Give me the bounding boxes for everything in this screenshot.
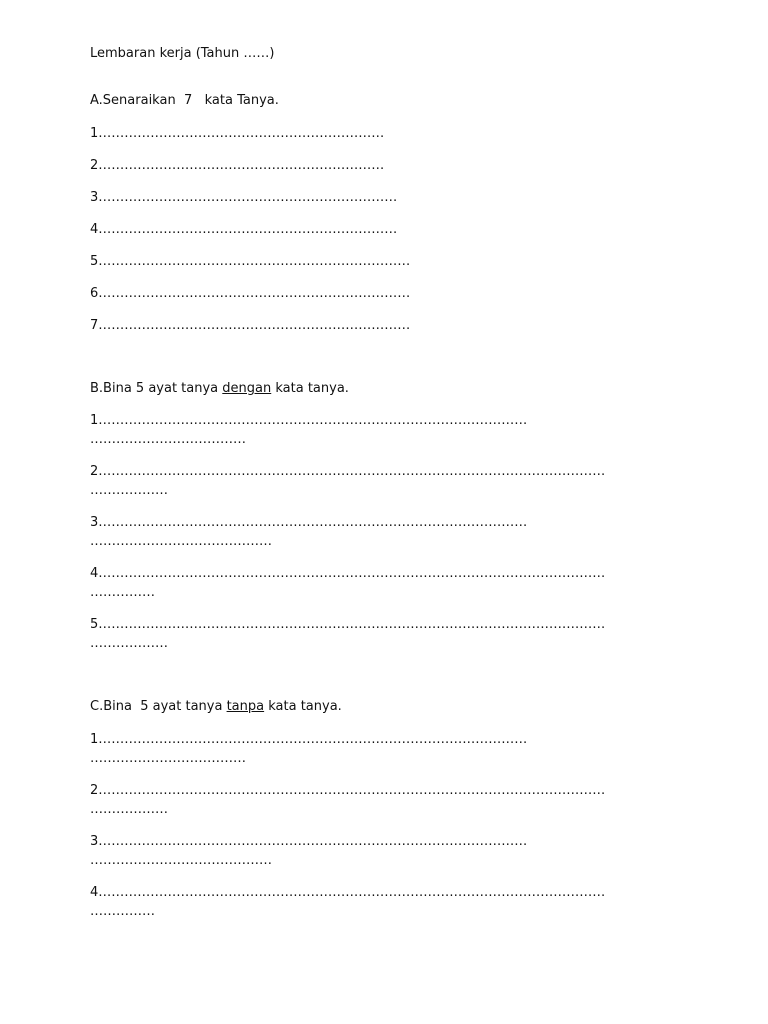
section-a-item-6: 6……………………………………………………………… [90, 286, 411, 301]
section-c-heading-start: C.Bina 5 ayat tanya [90, 699, 227, 714]
answer-line-continuation: …………… [90, 904, 155, 919]
section-b-item-4 [90, 564, 605, 602]
section-b-item-2 [90, 462, 605, 500]
answer-line-continuation: ……………… [90, 636, 168, 651]
section-a-item-2: 2………………………………………………………… [90, 158, 385, 173]
answer-line-continuation: ……………………………… [90, 751, 246, 766]
answer-line: 4……………………………………………………………………………………………………… [90, 566, 606, 581]
section-c-item-2 [90, 781, 605, 819]
answer-line: 3……………………………………………………………………………………… [90, 515, 528, 530]
answer-line: 5……………………………………………………………………………………………………… [90, 617, 606, 632]
section-b-heading-end: kata tanya. [271, 381, 349, 396]
section-b-item-5 [90, 615, 605, 653]
section-c-item-1 [90, 730, 527, 768]
answer-line: 1……………………………………………………………………………………… [90, 732, 528, 747]
section-a-item-3: 3…………………………………………………………… [90, 190, 398, 205]
answer-line: 1……………………………………………………………………………………… [90, 413, 528, 428]
section-c-item-3 [90, 832, 527, 870]
section-b-heading-emphasis: dengan [222, 381, 272, 396]
section-a-item-4: 4…………………………………………………………… [90, 222, 398, 237]
section-c-item-4 [90, 883, 605, 921]
answer-line-continuation: ……………………………… [90, 432, 246, 447]
answer-line-continuation: ……………… [90, 483, 168, 498]
section-a-item-1: 1………………………………………………………… [90, 126, 385, 141]
answer-line-continuation: …………………………………… [90, 853, 272, 868]
answer-line-continuation: ……………… [90, 802, 168, 817]
answer-line: 4……………………………………………………………………………………………………… [90, 885, 606, 900]
answer-line: 2……………………………………………………………………………………………………… [90, 464, 606, 479]
answer-line-continuation: …………………………………… [90, 534, 272, 549]
worksheet-title: Lembaran kerja (Tahun ……) [90, 46, 275, 61]
answer-line: 3……………………………………………………………………………………… [90, 834, 528, 849]
section-b-item-1 [90, 411, 527, 449]
section-c-heading-emphasis: tanpa [226, 699, 265, 714]
answer-line: 2……………………………………………………………………………………………………… [90, 783, 606, 798]
section-c-heading-end: kata tanya. [264, 699, 342, 714]
section-a-item-5: 5……………………………………………………………… [90, 254, 411, 269]
answer-line-continuation: …………… [90, 585, 155, 600]
section-c-heading [90, 697, 342, 716]
section-b-item-3 [90, 513, 527, 551]
section-b-heading [90, 379, 349, 398]
section-b-heading-start: B.Bina 5 ayat tanya [90, 381, 223, 396]
section-a-item-7: 7……………………………………………………………… [90, 318, 411, 333]
section-a-heading: A.Senaraikan 7 kata Tanya. [90, 93, 279, 108]
